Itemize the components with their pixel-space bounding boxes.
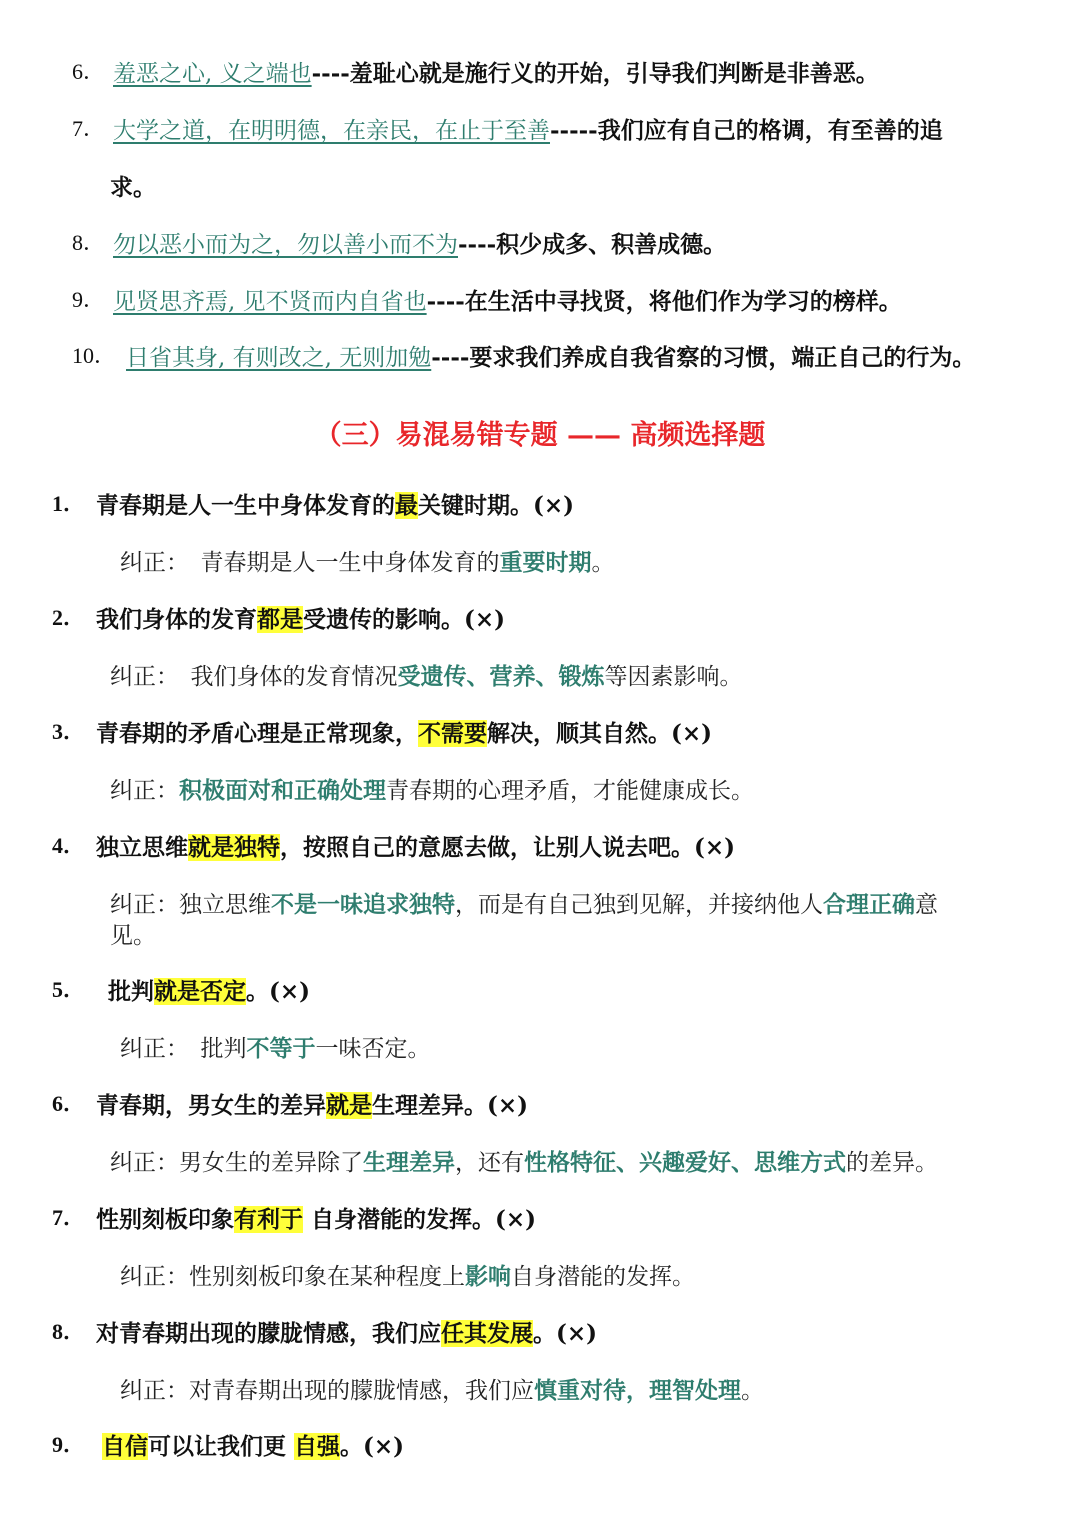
correction-part: 意 [915,892,938,918]
correction-text [120,1258,695,1291]
highlighted-error: 最 [395,492,418,519]
quote-text: 勿以恶小而为之，勿以善小而不为 [113,232,458,258]
correction-part: 。 [741,1378,764,1404]
highlighted-error: 不需要 [418,720,487,747]
quote-explanation: ----在生活中寻找贤，将他们作为学习的榜样。 [426,288,902,315]
question-number: 1． [52,491,86,516]
question-part: 性别刻板印象 [96,1206,234,1233]
question-part: 自身潜能的发挥。(×) [303,1206,537,1233]
quote-explanation: ----要求我们养成自我省察的习惯，端正自己的行为。 [431,344,976,371]
question-number: 7． [52,1205,86,1230]
quote-line [113,283,902,316]
quote-number: 7． [72,116,106,141]
question-text [96,715,712,748]
quote-line [113,226,726,259]
quote-line [113,112,943,145]
question-part: 青春期的矛盾心理是正常现象， [96,720,418,747]
quote-number: 6． [72,59,106,84]
question-part: 解决，顺其自然。(×) [487,720,713,747]
question-part: 。(×) [533,1320,598,1347]
correction-keyword: 性格特征、兴趣爱好、思维方式 [524,1149,846,1176]
correction-part: 纠正： 青春期是人一生中身体发育的 [120,550,500,576]
highlighted-error: 就是 [326,1092,372,1119]
correction-keyword: 重要时期 [499,549,592,576]
correction-part: 自身潜能的发挥。 [511,1264,695,1290]
correction-text [110,658,743,691]
question-number: 5． [52,977,86,1002]
question-text [96,1087,528,1120]
correction-part: 纠正： [110,778,179,804]
highlighted-error: 自信 [102,1433,148,1460]
quote-text: 日省其身, 有则改之, 无则加勉 [126,345,432,371]
quote-explanation: -----我们应有自己的格调，有至善的追 [550,117,943,144]
question-text [96,601,505,634]
correction-part: 纠正：独立思维 [110,892,271,918]
quote-line [126,339,975,372]
correction-part: 纠正：男女生的差异除了 [110,1150,363,1176]
correction-part: 青春期的心理矛盾，才能健康成长。 [386,778,754,804]
quote-text: 见贤思齐焉, 见不贤而内自省也 [113,289,427,315]
quote-number: 9． [72,287,106,312]
correction-text [110,886,938,919]
correction-text [120,1372,764,1405]
highlighted-error: 任其发展 [441,1320,533,1347]
correction-keyword: 不等于 [246,1035,316,1062]
correction-text [120,544,615,577]
correction-part: ，而是有自己独到见解，并接纳他人 [455,892,823,918]
question-part: 青春期，男女生的差异 [96,1092,326,1119]
correction-part: 纠正：对青春期出现的朦胧情感，我们应 [120,1378,534,1404]
question-part: 可以让我们更 [148,1433,295,1460]
quote-text: 大学之道，在明明德，在亲民，在止于至善 [113,118,550,144]
question-part: 批判 [108,978,154,1005]
highlighted-error: 有利于 [234,1206,303,1233]
quote-explanation: ----积少成多、积善成德。 [458,231,727,258]
quote-number: 10． [72,343,117,368]
question-number: 2． [52,605,86,630]
question-text [96,1315,597,1348]
correction-part: ，还有 [455,1150,524,1176]
correction-part: 。 [591,550,615,576]
question-part: 独立思维 [96,834,188,861]
question-part: 。(×) [246,978,311,1005]
question-number: 4． [52,833,86,858]
highlighted-error: 就是否定 [154,978,246,1005]
question-part: 青春期是人一生中身体发育的 [96,492,395,519]
correction-keyword: 受遗传、营养、锻炼 [397,663,605,690]
correction-part: 的差异。 [846,1150,938,1176]
question-number: 3． [52,719,86,744]
section-title: （三）易混易错专题 —— 高频选择题 [314,420,766,451]
question-part: 受遗传的影响。(×) [303,606,506,633]
question-number: 8． [52,1319,86,1344]
correction-text [120,1030,431,1063]
quote-line [113,55,879,88]
question-number: 9． [52,1432,86,1457]
correction-keyword: 合理正确 [823,891,915,918]
question-text [96,487,574,520]
question-text [96,829,735,862]
correction-keyword: 生理差异 [363,1149,455,1176]
question-text [96,1201,536,1234]
quote-explanation-cont: 求。 [110,174,156,201]
correction-keyword: 影响 [465,1263,511,1290]
question-text [108,973,310,1006]
question-part: 关键时期。(×) [418,492,575,519]
correction-keyword: 不是一味追求独特 [271,891,455,918]
correction-keyword: 积极面对和正确处理 [179,777,386,804]
correction-part: 一味否定。 [315,1036,431,1062]
correction-part: 纠正： 我们身体的发育情况 [110,664,398,690]
correction-text [110,772,754,805]
quote-text: 羞恶之心, 义之端也 [113,61,312,87]
question-number: 6． [52,1091,86,1116]
question-part: 。(×) [340,1433,405,1460]
highlighted-error: 自强 [294,1433,341,1460]
question-part: 我们身体的发育 [96,606,257,633]
question-text [102,1428,404,1461]
correction-part: 纠正： 批判 [120,1036,247,1062]
question-part: ，按照自己的意愿去做，让别人说去吧。(×) [280,834,736,861]
correction-part: 纠正：性别刻板印象在某种程度上 [120,1264,465,1290]
quote-explanation: ----羞耻心就是施行义的开始，引导我们判断是非善恶。 [311,60,879,87]
highlighted-error: 就是独特 [188,834,280,861]
question-part: 对青春期出现的朦胧情感，我们应 [96,1320,441,1347]
correction-text [110,1144,938,1177]
question-part: 生理差异。(×) [372,1092,529,1119]
quote-number: 8． [72,230,106,255]
highlighted-error: 都是 [257,606,303,633]
correction-part: 等因素影响。 [604,664,743,690]
correction-text-cont: 见。 [110,923,156,949]
correction-keyword: 慎重对待，理智处理 [534,1377,741,1404]
